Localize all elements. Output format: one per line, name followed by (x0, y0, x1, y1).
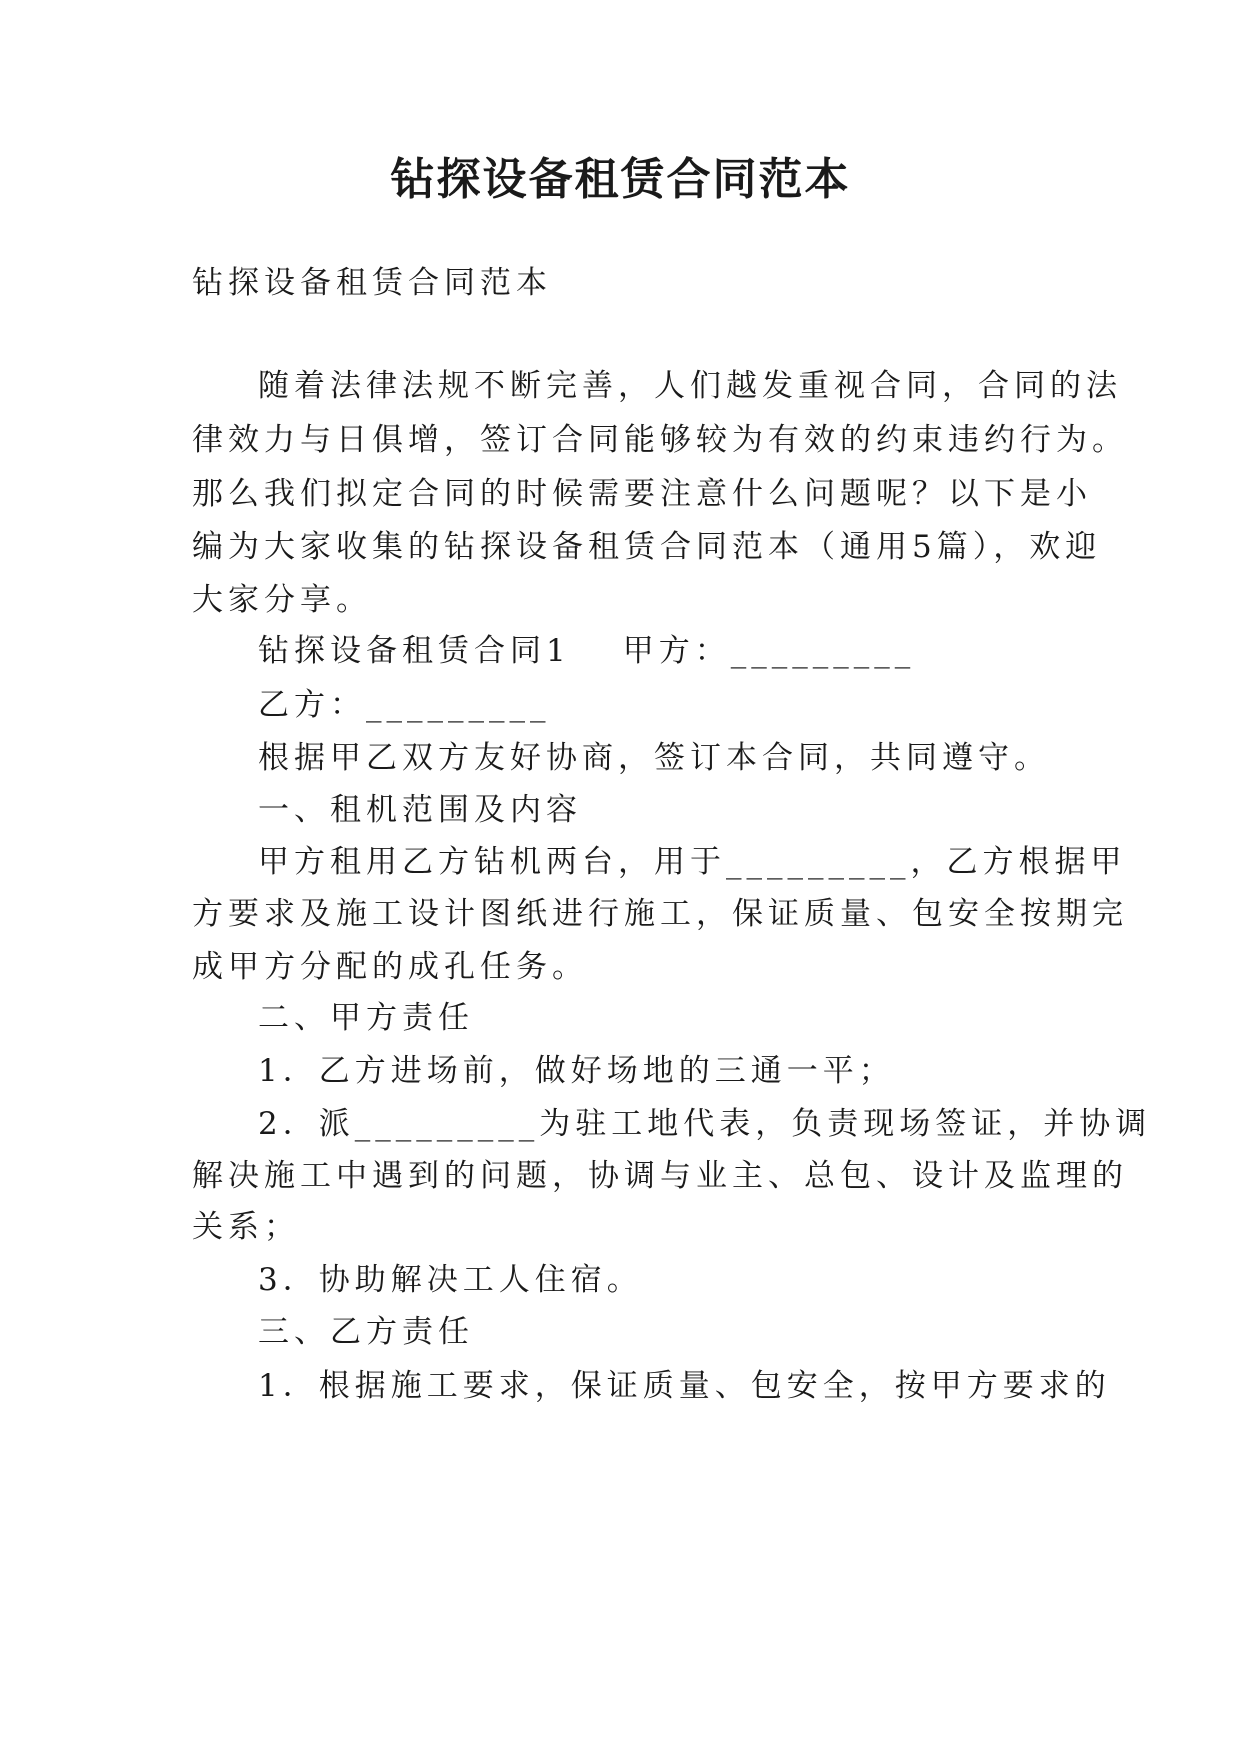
intro-line-1: 随着法律法规不断完善，人们越发重视合同，合同的法 (258, 368, 1122, 404)
intro-line-5: 大家分享。 (192, 582, 372, 618)
section-2-item-2-line-3: 关系； (192, 1209, 300, 1245)
contract-heading: 钻探设备租赁合同1 (258, 633, 571, 669)
contract-heading-line (258, 631, 915, 671)
document-title: 钻探设备租赁合同范本 (390, 154, 851, 205)
intro-line-4: 编为大家收集的钻探设备租赁合同范本（通用5篇），欢迎 (192, 529, 1102, 565)
section-2-heading: 二、甲方责任 (258, 1000, 474, 1036)
intro-line-3: 那么我们拟定合同的时候需要注意什么问题呢？以下是小 (192, 476, 1092, 512)
intro-line-2: 律效力与日俱增，签订合同能够较为有效的约束违约行为。 (192, 422, 1128, 458)
section-1-line-2: 方要求及施工设计图纸进行施工，保证质量、包安全按期完 (192, 896, 1128, 932)
party-a: 甲方：_________ (622, 633, 916, 669)
section-1-heading: 一、租机范围及内容 (258, 792, 582, 828)
agreement-line: 根据甲乙双方友好协商，签订本合同，共同遵守。 (258, 740, 1050, 776)
section-1-line-1: 甲方租用乙方钻机两台，用于_________，乙方根据甲 (258, 844, 1127, 880)
party-b: 乙方：_________ (258, 687, 551, 723)
section-1-line-3: 成甲方分配的成孔任务。 (192, 949, 588, 985)
section-2-item-2-line-2: 解决施工中遇到的问题，协调与业主、总包、设计及监理的 (192, 1158, 1128, 1194)
section-2-item-3: 3．协助解决工人住宿。 (258, 1262, 643, 1298)
section-2-item-2-line-1: 2．派_________为驻工地代表，负责现场签证，并协调 (258, 1106, 1152, 1142)
section-3-item-1-line-1: 1．根据施工要求，保证质量、包安全，按甲方要求的 (258, 1368, 1111, 1404)
document-subtitle: 钻探设备租赁合同范本 (192, 265, 552, 301)
section-2-item-1: 1．乙方进场前，做好场地的三通一平； (258, 1053, 895, 1089)
section-3-heading: 三、乙方责任 (258, 1314, 474, 1350)
